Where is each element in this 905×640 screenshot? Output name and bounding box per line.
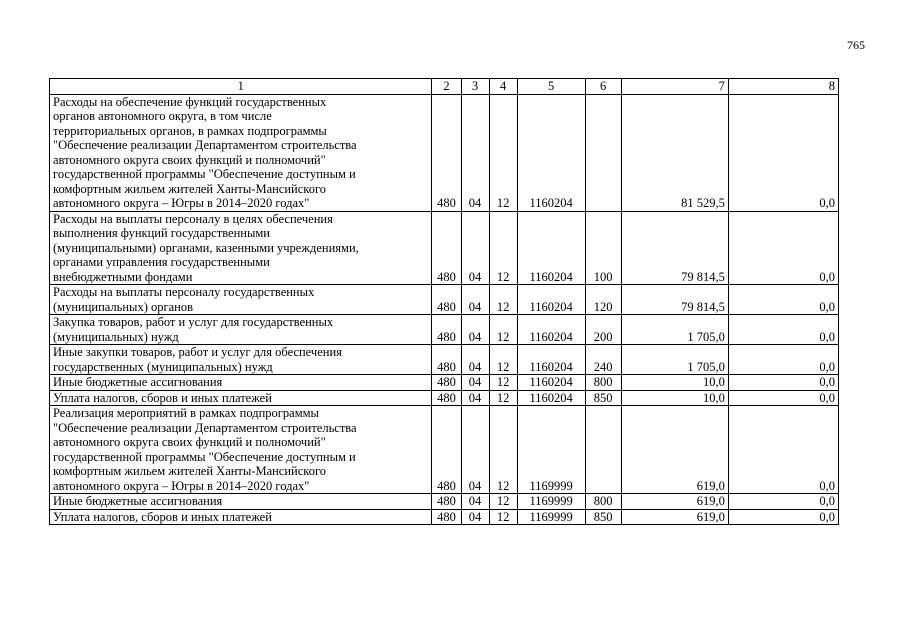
amount-value: 619,0 (621, 494, 728, 510)
target-article-code: 1160204 (517, 94, 585, 211)
description-line: (муниципальных) нужд (53, 329, 179, 344)
row-description (50, 509, 432, 525)
subsection-code: 12 (489, 406, 517, 494)
expense-type-code (585, 94, 621, 211)
row-description (50, 94, 432, 211)
section-code: 04 (461, 315, 489, 345)
amount-value-2: 0,0 (728, 494, 838, 510)
table-row (50, 285, 839, 315)
section-code: 04 (461, 406, 489, 494)
section-code: 04 (461, 285, 489, 315)
target-article-code: 1160204 (517, 375, 585, 391)
target-article-code: 1160204 (517, 390, 585, 406)
description-line: Реализация мероприятий в рамках подпрограммы (53, 406, 319, 420)
amount-value: 81 529,5 (621, 94, 728, 211)
target-article-code: 1160204 (517, 211, 585, 285)
description-line: Расходы на обеспечение функций государственных (53, 94, 327, 109)
table-row (50, 315, 839, 345)
section-code: 04 (461, 509, 489, 525)
description-line: Уплата налогов, сборов и иных платежей (53, 509, 272, 524)
description-line: Уплата налогов, сборов и иных платежей (53, 390, 272, 405)
administrator-code: 480 (432, 345, 461, 375)
amount-value: 10,0 (621, 390, 728, 406)
amount-value: 1 705,0 (621, 315, 728, 345)
target-article-code: 1160204 (517, 315, 585, 345)
subsection-code: 12 (489, 285, 517, 315)
administrator-code: 480 (432, 285, 461, 315)
target-article-code: 1169999 (517, 509, 585, 525)
amount-value: 79 814,5 (621, 211, 728, 285)
page-number: 765 (847, 38, 865, 52)
target-article-code: 1160204 (517, 345, 585, 375)
administrator-code: 480 (432, 94, 461, 211)
row-description (50, 345, 432, 375)
section-code: 04 (461, 345, 489, 375)
section-code: 04 (461, 211, 489, 285)
table-row (50, 494, 839, 510)
description-line: государственной программы "Обеспечение доступным и (53, 449, 356, 464)
section-code: 04 (461, 390, 489, 406)
subsection-code: 12 (489, 345, 517, 375)
subsection-code: 12 (489, 509, 517, 525)
description-line: Расходы на выплаты персоналу государственных (53, 285, 315, 299)
row-description (50, 406, 432, 494)
table-header (50, 79, 839, 95)
amount-value-2: 0,0 (728, 315, 838, 345)
budget-table (49, 78, 839, 525)
administrator-code: 480 (432, 390, 461, 406)
expense-type-code: 240 (585, 345, 621, 375)
description-line: автономного округа своих функций и полномочий" (53, 435, 326, 449)
description-line: Иные бюджетные ассигнования (53, 494, 223, 508)
description-line: Закупка товаров, работ и услуг для государственных (53, 315, 334, 329)
administrator-code: 480 (432, 211, 461, 285)
subsection-code: 12 (489, 315, 517, 345)
row-description (50, 211, 432, 285)
amount-value-2: 0,0 (728, 285, 838, 315)
expense-type-code: 850 (585, 390, 621, 406)
expense-type-code: 850 (585, 509, 621, 525)
header-row (50, 79, 839, 95)
table-row (50, 211, 839, 285)
administrator-code: 480 (432, 375, 461, 391)
subsection-code: 12 (489, 211, 517, 285)
expense-type-code (585, 406, 621, 494)
row-description (50, 285, 432, 315)
description-line: (муниципальными) органами, казенными учреждениями, (53, 240, 359, 255)
amount-value: 619,0 (621, 406, 728, 494)
amount-value-2: 0,0 (728, 211, 838, 285)
column-header-5: 5 (517, 79, 585, 95)
description-line: комфортным жильем жителей Ханты-Мансийского (53, 464, 327, 478)
column-header-8: 8 (728, 79, 838, 95)
description-line: выполнения функций государственными (53, 226, 270, 240)
table-row (50, 94, 839, 211)
target-article-code: 1169999 (517, 406, 585, 494)
row-description (50, 375, 432, 391)
expense-type-code: 120 (585, 285, 621, 315)
expense-type-code: 100 (585, 211, 621, 285)
expense-type-code: 800 (585, 494, 621, 510)
subsection-code: 12 (489, 375, 517, 391)
amount-value: 619,0 (621, 509, 728, 525)
administrator-code: 480 (432, 494, 461, 510)
amount-value: 79 814,5 (621, 285, 728, 315)
column-header-1: 1 (50, 79, 432, 95)
subsection-code: 12 (489, 94, 517, 211)
description-line: государственных (муниципальных) нужд (53, 359, 273, 374)
description-line: комфортным жильем жителей Ханты-Мансийского (53, 181, 327, 196)
amount-value-2: 0,0 (728, 345, 838, 375)
column-header-6: 6 (585, 79, 621, 95)
target-article-code: 1169999 (517, 494, 585, 510)
description-line: (муниципальных) органов (53, 299, 194, 314)
description-line: Расходы на выплаты персоналу в целях обеспечения (53, 211, 333, 226)
administrator-code: 480 (432, 315, 461, 345)
subsection-code: 12 (489, 494, 517, 510)
description-line: органов автономного округа, в том числе (53, 109, 272, 123)
target-article-code: 1160204 (517, 285, 585, 315)
section-code: 04 (461, 94, 489, 211)
description-line: государственной программы "Обеспечение доступным и (53, 167, 356, 181)
description-line: "Обеспечение реализации Департаментом строительства (53, 420, 357, 435)
amount-value-2: 0,0 (728, 390, 838, 406)
table-row (50, 375, 839, 391)
amount-value-2: 0,0 (728, 406, 838, 494)
row-description (50, 494, 432, 510)
table-row (50, 345, 839, 375)
row-description (50, 390, 432, 406)
amount-value: 1 705,0 (621, 345, 728, 375)
table-row (50, 406, 839, 494)
section-code: 04 (461, 375, 489, 391)
description-line: внебюджетными фондами (53, 269, 193, 284)
table-row (50, 390, 839, 406)
amount-value-2: 0,0 (728, 509, 838, 525)
section-code: 04 (461, 494, 489, 510)
column-header-7: 7 (621, 79, 728, 95)
description-line: органами управления государственными (53, 255, 270, 269)
amount-value-2: 0,0 (728, 375, 838, 391)
description-line: Иные бюджетные ассигнования (53, 375, 223, 389)
expense-type-code: 800 (585, 375, 621, 391)
table-row (50, 509, 839, 525)
description-line: автономного округа своих функций и полномочий" (53, 152, 326, 167)
description-line: Иные закупки товаров, работ и услуг для обеспечения (53, 345, 342, 359)
description-line: автономного округа – Югры в 2014–2020 годах" (53, 478, 310, 493)
administrator-code: 480 (432, 509, 461, 525)
column-header-4: 4 (489, 79, 517, 95)
column-header-2: 2 (432, 79, 461, 95)
row-description (50, 315, 432, 345)
description-line: "Обеспечение реализации Департаментом строительства (53, 138, 357, 152)
administrator-code: 480 (432, 406, 461, 494)
description-line: автономного округа – Югры в 2014–2020 годах" (53, 196, 310, 210)
table-body (50, 94, 839, 525)
description-line: территориальных органов, в рамках подпрограммы (53, 123, 327, 138)
amount-value-2: 0,0 (728, 94, 838, 211)
column-header-3: 3 (461, 79, 489, 95)
expense-type-code: 200 (585, 315, 621, 345)
subsection-code: 12 (489, 390, 517, 406)
amount-value: 10,0 (621, 375, 728, 391)
